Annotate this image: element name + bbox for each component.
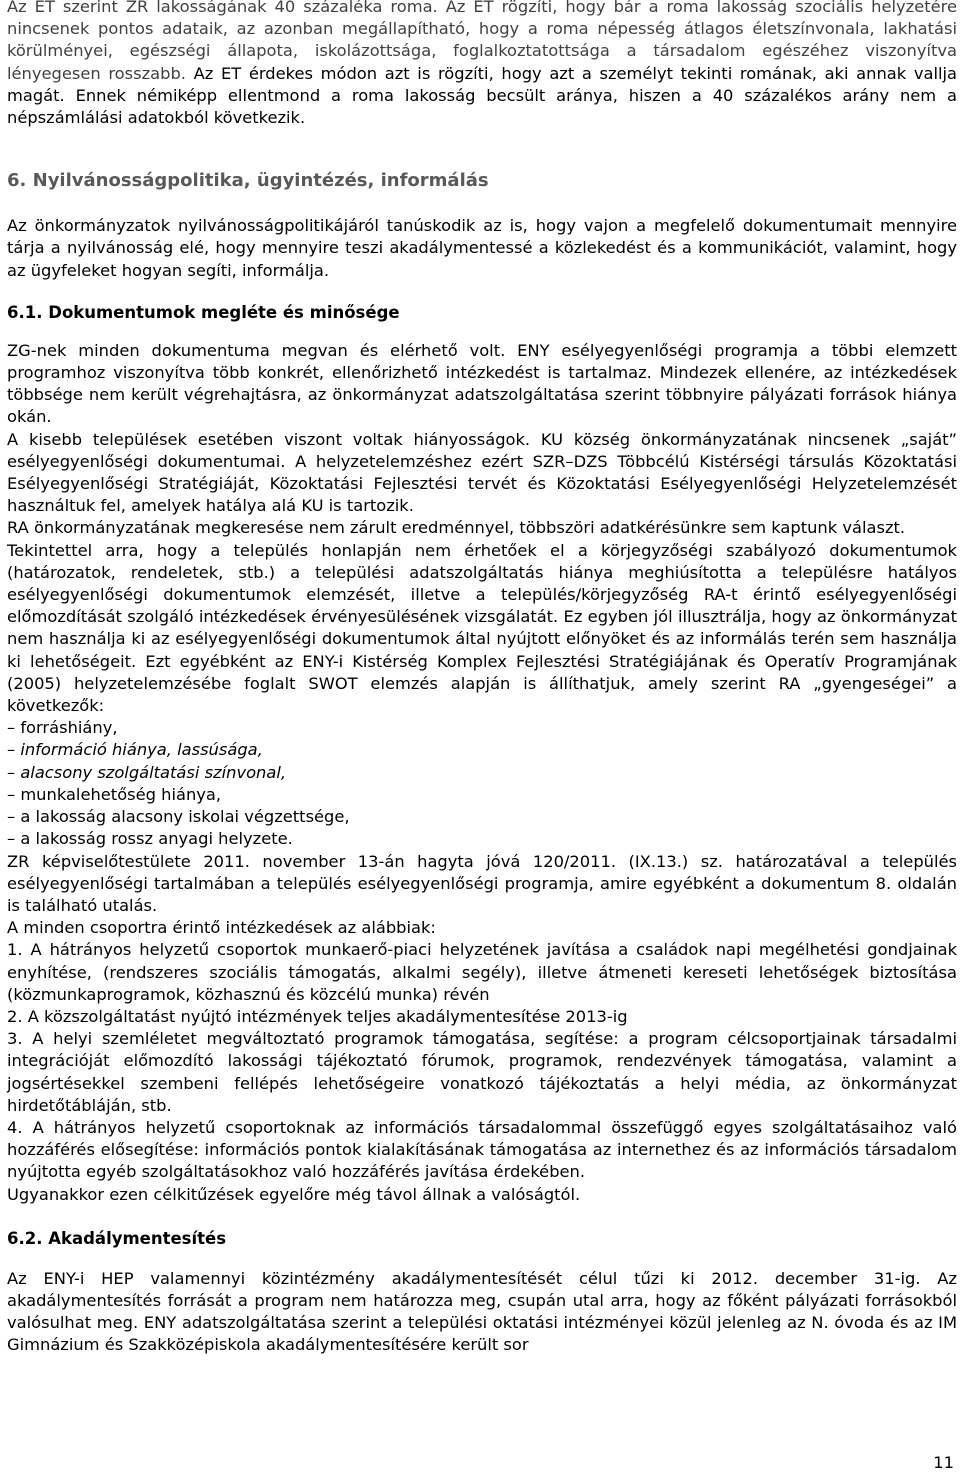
list-item: – alacsony szolgáltatási színvonal, (7, 762, 287, 782)
section-6-1-paragraph-6: A minden csoportra érintő intézkedések az alábbiak: (7, 918, 436, 938)
section-6-1-paragraph-1: ZG-nek minden dokumentuma megvan és elérhető volt. ENY esélyegyenlőségi programja a többi elemzett programhoz viszonyítva több konkrét, ellenőrizhető intézkedést is tartalmaz. Mindezek ellenére, az intézkedések többsége nem került végrehajtásra, az önkormányzat adatszolgáltatása szerint többnyire pályázati források hiánya okán. (7, 340, 957, 427)
page-number: 11 (933, 1453, 954, 1472)
weakness-list (7, 717, 957, 850)
list-item: – forráshiány, (7, 718, 118, 738)
intro-sentence-4: Ennek némiképp ellentmond a roma lakosság becsült aránya, hiszen a 40 százalékos arány nem a népszámlálási adatokból következik. (7, 85, 957, 128)
measure-item-1: 1. A hátrányos helyzetű csoportok munkaerő-piaci helyzetének javítása a családok napi megélhetési gondjainak enyhítése, (rendszeres szociális támogatás, alkalmi segély), illetve átmeneti kereseti lehetőségek biztosítása (közmunkaprogramok, közhasznú és közcélú munka) révén (7, 940, 957, 1004)
measure-item-4: 4. A hátrányos helyzetű csoportoknak az információs társadalommal összefüggő egyes szolgáltatásaihoz való hozzáférés elősegítése: információs pontok kialakításának támogatása az internethez és az információs társadalom nyújtotta egyéb szolgáltatásokhoz való hozzáférés javítása érdekében. (7, 1117, 957, 1182)
document-page (7, 0, 957, 1357)
intro-sentence-1: Az ET szerint ZR lakosságának 40 százaléka roma. (7, 0, 438, 16)
section-6-1-paragraph-2: A kisebb települések esetében viszont voltak hiányosságok. KU község önkormányzatának nincsenek „saját” esélyegyenlőségi dokumentumai. A helyzetelemzéshez ezért SZR–DZS Többcélú Kistérségi társulás Közoktatási Esélyegyenlőségi Stratégiáját, Közoktatási Fejlesztési tervét és Közoktatási Esélyegyenlőségi Helyzetelemzését használtuk fel, amelyek hatálya alá KU is tartozik. (7, 429, 957, 516)
section-6-1-paragraph-4: Tekintettel arra, hogy a település honlapján nem érhetőek el a körjegyzőségi szabályozó dokumentumok (határozatok, rendeletek, stb.) a települési adatszolgáltatás hiánya meghiúsította a településre hatályos esélyegyenlőségi dokumentumok elemzését, illetve a település/körjegyzőség RA-t érintő esélyegyenlőségi előmozdítását szolgáló intézkedések érvényesülésének vizsgálatát. Ez egyben jól illusztrálja, hogy az önkormányzat nem használja ki az esélyegyenlőségi dokumentumok által nyújtott előnyöket és az informálás terén sem használja ki lehetőségeit. Ezt egyébként az ENY-i Kistérség Komplex Fejlesztési Stratégiájának és Operatív Programjának (2005) helyzetelemzésébe foglalt SWOT elemzés alapján is állíthatjuk, amely szerint RA „gyengeségei” a következők: (7, 540, 957, 716)
measure-item-3: 3. A helyi szemléletet megváltoztató programok támogatása, segítése: a program célcsoportjainak társadalmi integrációját előmozdító lakossági tájékoztató fórumok, programok, rendezvények támogatása, valamint a jogsértésekkel szembeni fellépés lehetőségeire vonatkozó tájékoztatás a helyi média, az önkormányzat hirdetőtábláján, stb. (7, 1029, 957, 1115)
list-item: – információ hiánya, lassúsága, (7, 740, 263, 760)
section-6-1-paragraph-7: Ugyanakkor ezen célkitűzések egyelőre még távol állnak a valóságtól. (7, 1184, 581, 1204)
section-6-2-paragraph-1: Az ENY-i HEP valamennyi közintézmény akadálymentesítését célul tűzi ki 2012. december 31-ig. Az akadálymentesítés forrását a program nem határozza meg, csupán utal arra, hogy az főként pályázati forrásokból valósulhat meg. ENY adatszolgáltatása szerint a települési oktatási intézményei közül jelenleg az N. óvoda és az IM Gimnázium és Szakközépiskola akadálymentesítésére került sor (7, 1268, 957, 1355)
intro-paragraph (7, 0, 957, 129)
section-6-1-paragraph-3: RA önkormányzatának megkeresése nem zárult eredménnyel, többszöri adatkérésünkre sem kaptunk választ. (7, 518, 906, 538)
section-6-intro: Az önkormányzatok nyilvánosságpolitikájáról tanúskodik az is, hogy vajon a megfelelő dokumentumait mennyire tárja a nyilvánosság elé, hogy mennyire teszi akadálymentessé a közlekedést és a kommunikációt, valamint, hogy az ügyfeleket hogyan segíti, informálja. (7, 216, 957, 280)
list-item: – a lakosság alacsony iskolai végzettsége, (7, 807, 350, 827)
section-6-2-heading: 6.2. Akadálymentesítés (7, 1228, 227, 1248)
intro-sentence-2: Az ET rögzíti, hogy bár a roma lakosság szociális helyzetére nincsenek pontos adataik, az azonban megállapítható, hogy a roma népesség átlagos életszínvonala, lakhatási körülményei, egészségi állapota, iskolázottsága, foglalkoztatottsága a társadalom egészéhez viszonyítva lényegesen rosszabb. (7, 0, 957, 83)
measure-item-2: 2. A közszolgáltatást nyújtó intézmények teljes akadálymentesítése 2013-ig (7, 1006, 628, 1026)
section-6-1-paragraph-5: ZR képviselőtestülete 2011. november 13-án hagyta jóvá 120/2011. (IX.13.) sz. határozatával a település esélyegyenlőségi tartalmában a település esélyegyenlőségi programja, amire egyébként a dokumentum 8. oldalán is található utalás. (7, 851, 957, 915)
section-6-1-heading: 6.1. Dokumentumok megléte és minősége (7, 302, 400, 322)
list-item: – munkalehetőség hiánya, (7, 784, 222, 804)
intro-sentence-3: Az ET érdekes módon azt is rögzíti, hogy azt a személyt tekinti romának, aki annak vallja magát. (7, 63, 957, 105)
list-item: – a lakosság rossz anyagi helyzete. (7, 829, 293, 849)
section-6-heading: 6. Nyilvánosságpolitika, ügyintézés, informálás (7, 170, 489, 192)
